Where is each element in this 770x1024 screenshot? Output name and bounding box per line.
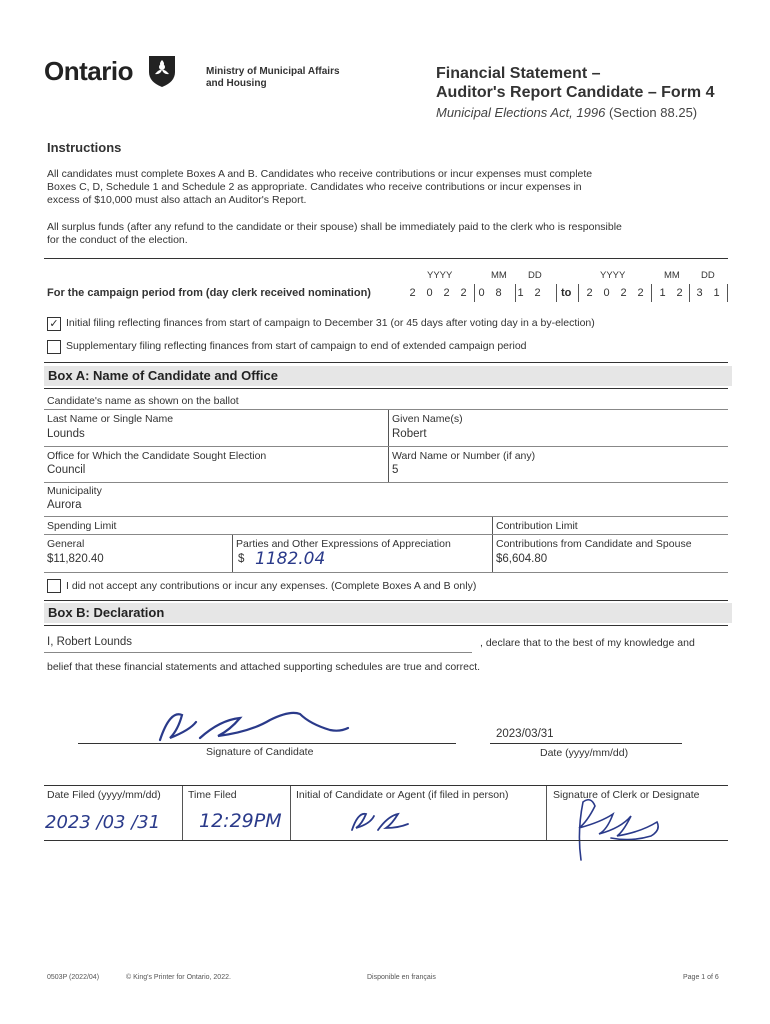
declare-text: , declare that to the best of my knowledge and bbox=[480, 637, 695, 649]
contribution-limit-label: Contribution Limit bbox=[496, 520, 578, 532]
initial-filing-checkbox[interactable]: ✓ bbox=[47, 317, 61, 331]
declaration-date: 2023/03/31 bbox=[496, 728, 554, 740]
ministry-name: Ministry of Municipal Affairs and Housing bbox=[206, 66, 340, 89]
to-digit: 0 bbox=[603, 287, 610, 299]
period-from-field[interactable] bbox=[403, 284, 559, 302]
office-label: Office for Which the Candidate Sought Election bbox=[47, 450, 267, 462]
parties-dollar-sign: $ bbox=[238, 553, 245, 565]
municipality-value: Aurora bbox=[47, 499, 82, 511]
form-code: 0503P (2022/04) bbox=[47, 974, 100, 981]
ontario-logo-text: Ontario bbox=[44, 56, 133, 86]
dd-label-to: DD bbox=[701, 270, 715, 281]
office-field[interactable] bbox=[44, 447, 388, 482]
from-digit: 2 bbox=[409, 287, 416, 299]
supplementary-filing-checkbox[interactable] bbox=[47, 340, 61, 354]
from-digit: 0 bbox=[426, 287, 433, 299]
mm-label-to: MM bbox=[664, 270, 680, 281]
to-digit: 2 bbox=[676, 287, 683, 299]
spending-limit-label: Spending Limit bbox=[47, 520, 117, 532]
yyyy-label-to: YYYY bbox=[600, 270, 626, 281]
date-filed-value: 2023 /03 /31 bbox=[45, 812, 161, 833]
initials-scribble bbox=[346, 806, 416, 834]
ward-value: 5 bbox=[392, 464, 399, 476]
form-title-line2: Auditor's Report Candidate – Form 4 bbox=[436, 84, 715, 101]
box-b-heading: Box B: Declaration bbox=[44, 603, 732, 623]
signature-candidate-label: Signature of Candidate bbox=[206, 746, 314, 758]
initial-candidate-label: Initial of Candidate or Agent (if filed in person) bbox=[296, 789, 509, 801]
general-value: $11,820.40 bbox=[47, 553, 104, 565]
from-digit: 2 bbox=[534, 287, 541, 299]
act-reference: Municipal Elections Act, 1996 (Section 88.25) bbox=[436, 105, 698, 120]
mm-label-from: MM bbox=[491, 270, 507, 281]
initial-candidate-field[interactable] bbox=[291, 786, 546, 840]
clerk-signature-field[interactable] bbox=[547, 786, 728, 840]
copyright: © King's Printer for Ontario, 2022. bbox=[126, 974, 231, 981]
clerk-signature-scribble bbox=[561, 792, 671, 862]
last-name-field[interactable] bbox=[44, 410, 388, 446]
yyyy-label-from: YYYY bbox=[427, 270, 453, 281]
instructions-paragraph-1: All candidates must complete Boxes A and B. Candidates who receive contributions or incur expenses must complete Boxes C, D, Schedule 1 and Schedule 2 as appropriate. Candidates who receive contributions or incur expenses in excess of $10,000 must also attach an Auditor's Report. bbox=[47, 168, 593, 206]
given-name-field[interactable] bbox=[389, 410, 728, 446]
last-name-value: Lounds bbox=[47, 428, 85, 440]
ward-field[interactable] bbox=[389, 447, 728, 482]
time-filed-field[interactable] bbox=[183, 786, 290, 840]
time-filed-label: Time Filed bbox=[188, 789, 237, 801]
french-availability: Disponible en français bbox=[367, 974, 436, 981]
office-value: Council bbox=[47, 464, 86, 476]
page-number: Page 1 of 6 bbox=[683, 974, 719, 981]
date-label: Date (yyyy/mm/dd) bbox=[540, 747, 629, 759]
contrib-from-label: Contributions from Candidate and Spouse bbox=[496, 538, 692, 550]
no-contributions-checkbox[interactable] bbox=[47, 579, 61, 593]
to-digit: 1 bbox=[713, 287, 720, 299]
no-contributions-label: I did not accept any contributions or incur any expenses. (Complete Boxes A and B only) bbox=[66, 580, 477, 592]
parties-appreciation-field[interactable] bbox=[233, 535, 492, 572]
from-digit: 8 bbox=[495, 287, 502, 299]
general-label: General bbox=[47, 538, 85, 550]
form-title-line1: Financial Statement – bbox=[436, 65, 601, 82]
to-digit: 2 bbox=[637, 287, 644, 299]
ballot-note: Candidate's name as shown on the ballot bbox=[47, 395, 239, 407]
to-digit: 2 bbox=[586, 287, 593, 299]
given-name-value: Robert bbox=[392, 428, 427, 440]
general-spending-field[interactable] bbox=[44, 535, 232, 572]
supplementary-filing-label: Supplementary filing reflecting finances from start of campaign to end of extended campaign period bbox=[66, 340, 527, 352]
to-label: to bbox=[561, 287, 572, 299]
from-digit: 2 bbox=[460, 287, 467, 299]
to-digit: 2 bbox=[620, 287, 627, 299]
ward-label: Ward Name or Number (if any) bbox=[392, 450, 536, 462]
box-a-heading: Box A: Name of Candidate and Office bbox=[44, 366, 732, 386]
municipality-field[interactable] bbox=[44, 483, 728, 516]
to-digit: 1 bbox=[659, 287, 666, 299]
instructions-heading: Instructions bbox=[47, 140, 122, 155]
to-digit: 3 bbox=[696, 287, 703, 299]
given-name-label: Given Name(s) bbox=[392, 413, 463, 425]
from-digit: 1 bbox=[517, 287, 524, 299]
parties-label: Parties and Other Expressions of Appreciation bbox=[236, 538, 451, 550]
date-filed-field[interactable] bbox=[44, 786, 182, 840]
from-digit: 2 bbox=[443, 287, 450, 299]
contribution-candidate-field[interactable] bbox=[493, 535, 728, 572]
contrib-value: $6,604.80 bbox=[496, 553, 548, 565]
belief-text: belief that these financial statements and attached supporting schedules are true and correct. bbox=[47, 661, 481, 673]
trillium-logo-icon bbox=[147, 54, 177, 91]
parties-handwritten-value: 1182.04 bbox=[255, 549, 326, 569]
from-digit: 0 bbox=[478, 287, 485, 299]
clerk-signature-label: Signature of Clerk or Designate bbox=[553, 789, 700, 801]
instructions-paragraph-2: All surplus funds (after any refund to the candidate or their spouse) shall be immediately paid to the clerk who is responsible for the conduct of the election. bbox=[47, 221, 622, 246]
initial-filing-label: Initial filing reflecting finances from start of campaign to December 31 (or 45 days after voting day in a by-election) bbox=[66, 317, 595, 329]
last-name-label: Last Name or Single Name bbox=[47, 413, 174, 425]
campaign-period-label: For the campaign period from (day clerk received nomination) bbox=[47, 287, 371, 299]
date-filed-label: Date Filed (yyyy/mm/dd) bbox=[47, 789, 161, 801]
dd-label-from: DD bbox=[528, 270, 542, 281]
period-to-field[interactable] bbox=[580, 284, 730, 302]
municipality-label: Municipality bbox=[47, 485, 102, 497]
declarant-name: I, Robert Lounds bbox=[47, 636, 133, 648]
time-filed-value: 12:29PM bbox=[199, 810, 282, 832]
